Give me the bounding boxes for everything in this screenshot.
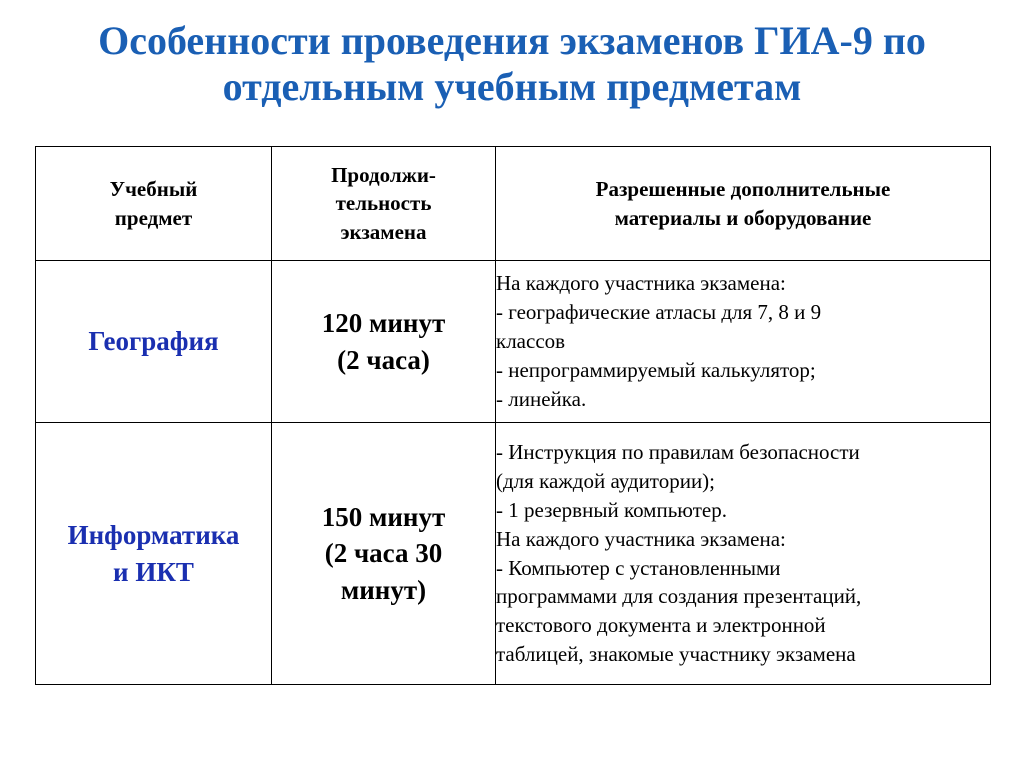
subject-name: География: [88, 326, 219, 357]
header-duration-line: Продолжи-: [331, 162, 436, 187]
page-title: [0, 18, 1024, 111]
duration-line: 150 минут: [321, 501, 446, 532]
materials-line: - 1 резервный компьютер.: [496, 497, 727, 522]
duration-line: (2 часа): [337, 344, 430, 375]
header-subject-line: Учебный: [109, 177, 198, 202]
materials-cell: [496, 261, 991, 423]
header-duration-line: тельность: [335, 191, 432, 216]
table-row: [36, 423, 991, 685]
duration-line: минут): [340, 574, 427, 605]
header-materials-line: материалы и оборудование: [614, 205, 872, 230]
table-row: [36, 261, 991, 423]
header-materials-line: Разрешенные дополнительные: [595, 177, 891, 202]
subject-name: Информатика: [67, 520, 240, 551]
duration-line: (2 часа 30: [324, 538, 443, 569]
materials-cell: [496, 423, 991, 685]
materials-line: - линейка.: [496, 386, 587, 411]
subject-name: и ИКТ: [113, 556, 194, 587]
header-subject-line: предмет: [114, 205, 193, 230]
materials-line: На каждого участника экзамена:: [496, 271, 786, 296]
materials-line: На каждого участника экзамена:: [496, 526, 786, 551]
header-subject: [36, 147, 272, 261]
duration-cell: [272, 423, 496, 685]
materials-line: - Инструкция по правилам безопасности: [496, 439, 860, 464]
materials-line: программами для создания презентаций,: [496, 584, 862, 609]
duration-cell: [272, 261, 496, 423]
materials-line: - Компьютер с установленными: [496, 555, 781, 580]
materials-line: (для каждой аудитории);: [496, 468, 716, 493]
materials-line: текстового документа и электронной: [496, 613, 826, 638]
materials-line: классов: [496, 329, 566, 354]
subject-cell: [36, 261, 272, 423]
header-duration: [272, 147, 496, 261]
subject-cell: [36, 423, 272, 685]
table-header-row: [36, 147, 991, 261]
header-duration-line: экзамена: [340, 219, 427, 244]
materials-line: таблицей, знакомые участнику экзамена: [496, 642, 856, 667]
duration-line: 120 минут: [321, 308, 446, 339]
exam-features-table: [35, 146, 991, 685]
header-materials: [496, 147, 991, 261]
page-title-line-1: Особенности проведения экзаменов ГИА-9 по: [98, 18, 926, 63]
materials-line: - географические атласы для 7, 8 и 9: [496, 300, 822, 325]
materials-line: - непрограммируемый калькулятор;: [496, 357, 816, 382]
page-title-line-2: отдельным учебным предметам: [222, 64, 802, 110]
